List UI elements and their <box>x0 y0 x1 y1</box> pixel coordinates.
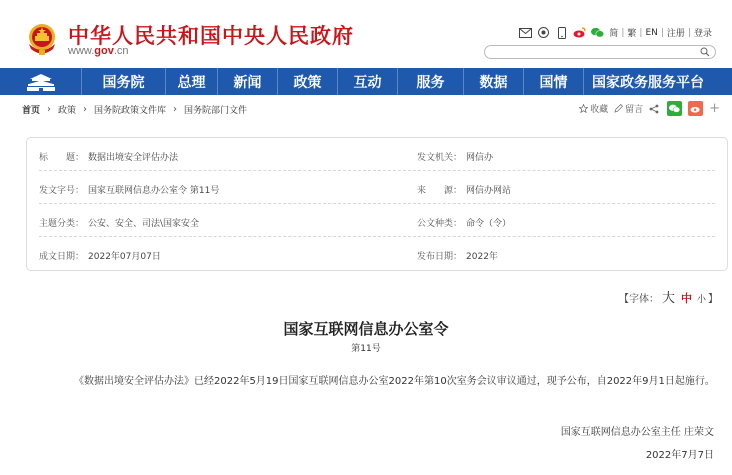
document-info-box <box>26 137 728 271</box>
info-source-key: 来 源： <box>417 186 463 196</box>
article-signature: 国家互联网信息办公室主任 庄荣文 <box>560 427 714 438</box>
site-url-prefix: www. <box>68 45 95 57</box>
article-date: 2022年7月7日 <box>645 450 714 461</box>
mobile-icon[interactable] <box>555 26 568 39</box>
nav-item-premier[interactable]: 总理 <box>166 68 218 95</box>
chevron-right-icon: › <box>47 104 52 115</box>
info-title-key: 标 题： <box>39 153 85 163</box>
nav-item-data[interactable]: 数据 <box>464 68 524 95</box>
share-toolbar <box>573 101 720 116</box>
site-url <box>68 45 129 57</box>
wechat-icon[interactable] <box>591 26 604 39</box>
info-issuer-key: 发文机关： <box>417 153 463 163</box>
article-number: 第11号 <box>351 344 381 354</box>
breadcrumb-policy[interactable]: 政策 <box>58 106 77 116</box>
info-row <box>39 171 715 204</box>
font-size-suffix: 】 <box>708 294 718 305</box>
national-emblem-icon[interactable] <box>26 22 58 56</box>
mail-icon[interactable] <box>519 26 532 39</box>
tiananmen-icon <box>26 72 56 92</box>
share-button[interactable] <box>649 104 661 114</box>
separator: | <box>660 27 664 38</box>
info-issuer-value: 网信办 <box>466 153 494 163</box>
nav-item-services[interactable]: 服务 <box>398 68 464 95</box>
info-written-date <box>39 249 161 262</box>
main-nav <box>0 68 732 95</box>
font-size-small-button[interactable]: 小 <box>696 295 706 305</box>
site-header <box>0 0 732 68</box>
weibo-icon[interactable] <box>573 26 586 39</box>
font-size-switch <box>619 287 718 306</box>
info-published-date <box>417 249 498 262</box>
info-written-key: 成文日期： <box>39 252 85 262</box>
info-published-value: 2022年 <box>466 252 498 262</box>
weibo-circle-icon[interactable] <box>537 26 550 39</box>
chevron-right-icon: › <box>83 104 88 115</box>
lang-english-link[interactable]: EN <box>645 27 658 38</box>
nav-item-policy[interactable]: 政策 <box>278 68 338 95</box>
pencil-icon <box>614 104 623 113</box>
breadcrumb-department-docs[interactable]: 国务院部门文件 <box>184 106 248 116</box>
info-source-value: 网信办网站 <box>466 186 512 196</box>
lang-traditional-link[interactable]: 繁 <box>627 29 637 39</box>
star-icon <box>579 104 588 113</box>
info-docno-value: 国家互联网信息办公室令 第11号 <box>88 186 220 196</box>
nav-item-state-council[interactable]: 国务院 <box>82 68 166 95</box>
info-topic <box>39 216 199 229</box>
info-row <box>39 204 715 237</box>
register-link[interactable]: 注册 <box>666 29 685 39</box>
favorite-button[interactable] <box>579 102 608 115</box>
info-title-value: 数据出境安全评估办法 <box>88 153 179 163</box>
info-kind-key: 公文种类： <box>417 219 463 229</box>
chevron-right-icon: › <box>173 104 178 115</box>
font-size-prefix: 【字体： <box>618 294 659 305</box>
wechat-share-icon[interactable] <box>667 101 682 116</box>
info-written-value: 2022年07月07日 <box>88 252 161 262</box>
favorite-label: 收藏 <box>590 105 609 115</box>
breadcrumb-policy-library[interactable]: 国务院政策文件库 <box>94 106 167 116</box>
nav-item-national-info[interactable]: 国情 <box>524 68 584 95</box>
info-source <box>417 183 511 196</box>
separator: | <box>639 27 643 38</box>
article-body: 《数据出境安全评估办法》已经2022年5月19日国家互联网信息办公室2022年第10次室务会议审议通过，现予公布，自2022年9月1日起施行。 <box>74 376 715 387</box>
breadcrumb-home[interactable]: 首页 <box>22 106 41 116</box>
info-kind-value: 命令（令） <box>466 219 512 229</box>
login-link[interactable]: 登录 <box>693 29 712 39</box>
breadcrumb <box>22 103 247 116</box>
separator: | <box>621 27 625 38</box>
info-issuer <box>417 150 493 163</box>
font-size-medium-button[interactable]: 中 <box>680 292 692 305</box>
nav-item-service-platform[interactable]: 国家政务服务平台 <box>592 74 704 91</box>
font-size-large-button[interactable]: 大 <box>661 291 675 306</box>
comment-button[interactable] <box>614 102 643 115</box>
info-row <box>39 237 715 270</box>
weibo-share-icon[interactable] <box>688 101 703 116</box>
info-docno-key: 发文字号： <box>39 186 85 196</box>
share-icon <box>649 104 659 114</box>
info-row <box>39 138 715 171</box>
search-input[interactable] <box>484 45 716 59</box>
lang-simplified-link[interactable]: 简 <box>609 29 619 39</box>
info-kind <box>417 216 511 229</box>
info-docno <box>39 183 219 196</box>
search-icon[interactable] <box>700 47 710 57</box>
separator: | <box>687 27 691 38</box>
info-published-key: 发布日期： <box>417 252 463 262</box>
site-url-suffix: .cn <box>113 45 129 57</box>
site-url-domain: gov <box>94 45 114 57</box>
nav-item-interaction[interactable]: 互动 <box>338 68 398 95</box>
more-share-icon[interactable]: + <box>709 101 720 116</box>
info-title <box>39 150 178 163</box>
nav-home[interactable] <box>0 68 82 95</box>
info-topic-value: 公安、安全、司法\国家安全 <box>88 219 200 229</box>
top-links <box>519 26 712 39</box>
nav-item-news[interactable]: 新闻 <box>218 68 278 95</box>
comment-label: 留言 <box>625 105 644 115</box>
site-title[interactable]: 中华人民共和国中央人民政府 <box>68 24 354 48</box>
info-topic-key: 主题分类： <box>39 219 85 229</box>
article-title: 国家互联网信息办公室令 <box>283 320 449 338</box>
